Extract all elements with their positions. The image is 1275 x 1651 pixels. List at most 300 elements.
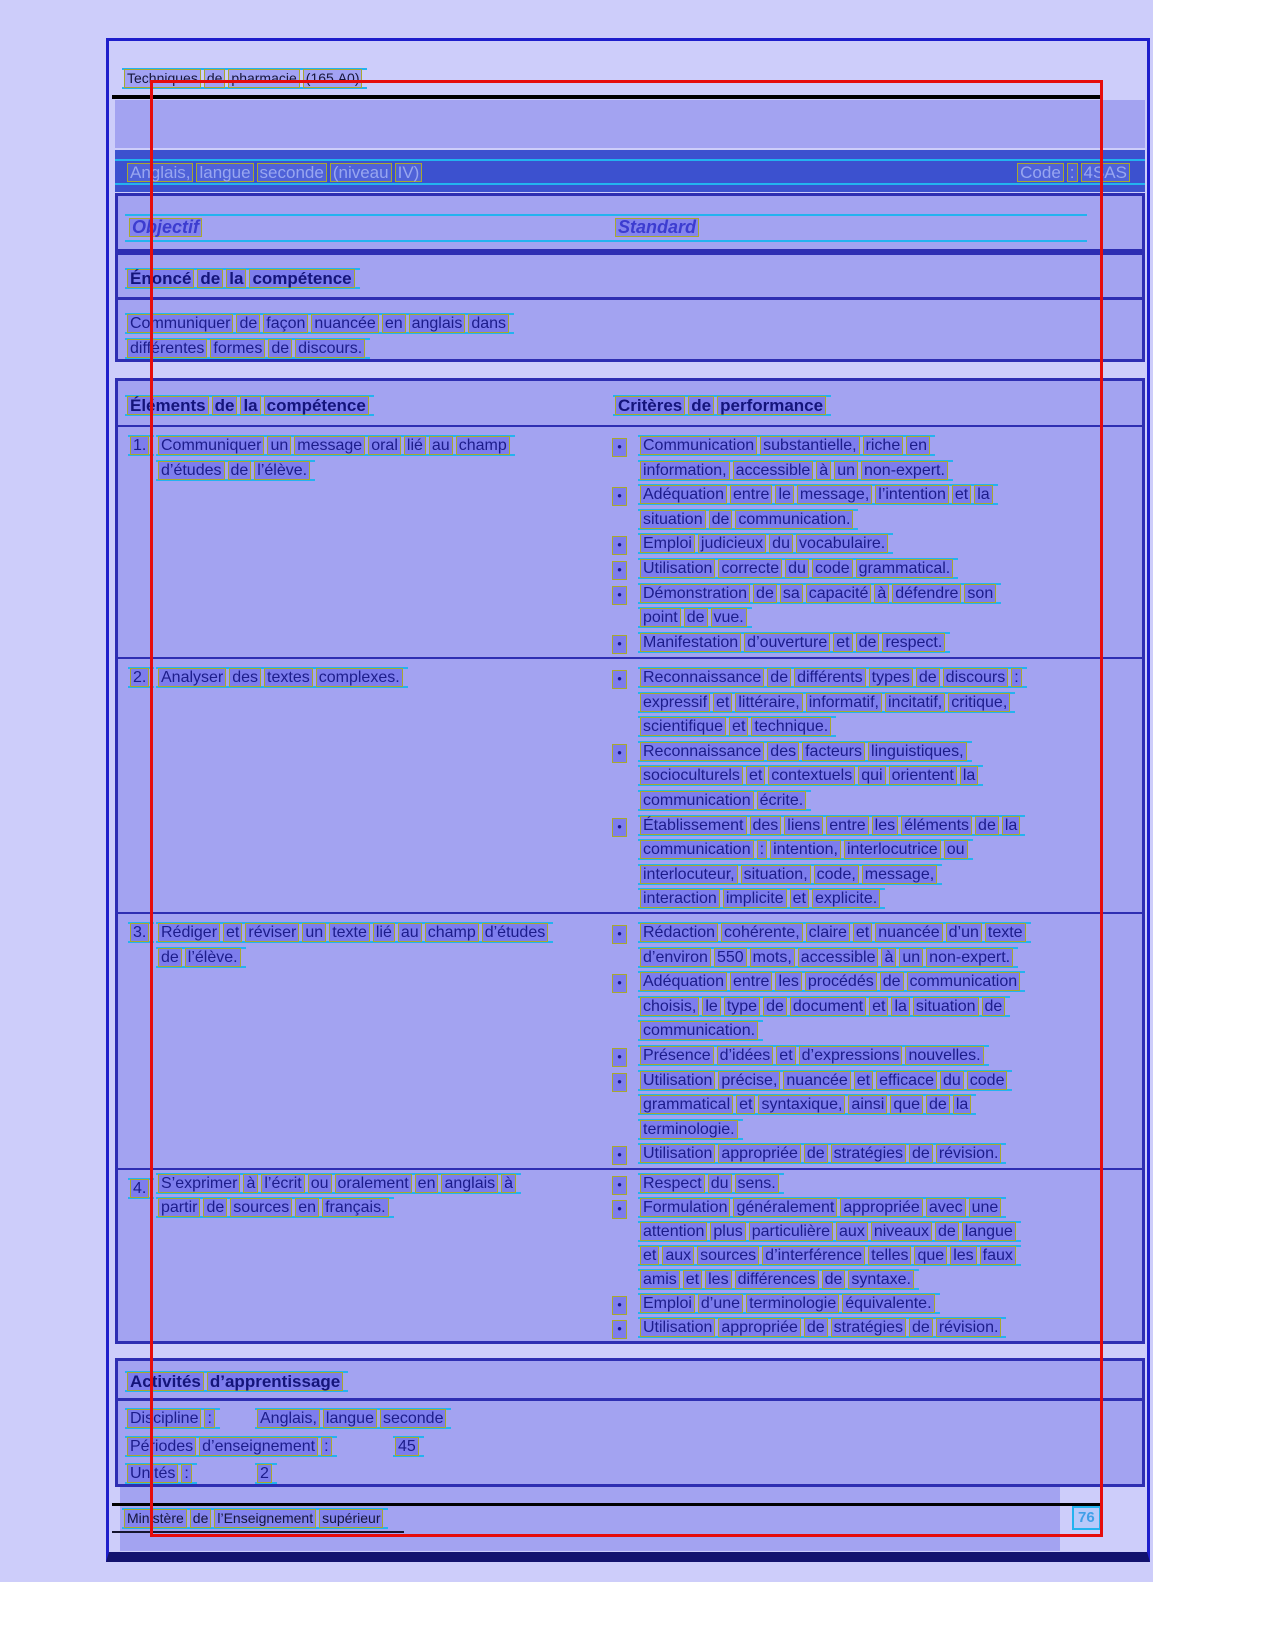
ocr-word: de (197, 269, 223, 288)
element-cell (118, 1170, 600, 1341)
ocr-word: Éléments (127, 396, 209, 415)
ocr-word: de (709, 510, 733, 529)
ocr-word: Périodes (127, 1437, 196, 1456)
ocr-word: Utilisation (640, 1318, 715, 1337)
ocr-word: Communiquer (158, 436, 264, 455)
ocr-text-line (638, 533, 1142, 554)
ocr-word: de (804, 1318, 828, 1337)
ocr-word: message, (862, 865, 937, 884)
ocr-word: Rédaction (640, 923, 718, 942)
ocr-word: d’ouverture (744, 633, 830, 652)
criteria-item (600, 558, 1142, 579)
criteria-cell (600, 659, 1142, 912)
ocr-word: Emploi (640, 1294, 695, 1313)
ocr-text-line (638, 667, 1142, 688)
ocr-word: supérieur (319, 1509, 383, 1528)
ocr-line-box (638, 1293, 940, 1314)
ocr-word: de (190, 1509, 212, 1528)
bullet-icon: • (612, 1320, 627, 1339)
ocr-word: la (240, 396, 260, 415)
ocr-word: Standard (615, 218, 699, 237)
ocr-text-line (638, 435, 1142, 456)
ocr-word: façon (263, 314, 308, 333)
ocr-word: d’une (698, 1294, 743, 1313)
ocr-word: de (935, 1222, 959, 1241)
ocr-word: les (705, 1270, 731, 1289)
ocr-word: situation (913, 997, 979, 1016)
ocr-text-line (125, 395, 374, 416)
ocr-word: Établissement (640, 816, 747, 835)
ocr-word: d’un (946, 923, 982, 942)
ocr-word: : (1067, 163, 1078, 182)
course-title (125, 162, 427, 183)
ocr-word: Analyser (158, 668, 226, 687)
ocr-line-box (125, 338, 370, 359)
ocr-word: de (975, 816, 999, 835)
ocr-line-box (122, 1508, 388, 1529)
ocr-word: à (874, 584, 889, 603)
ocr-text-line (122, 1508, 388, 1529)
ocr-line-box (638, 716, 836, 737)
course-title-bar (115, 150, 1145, 192)
ocr-text-line (638, 509, 1142, 530)
ocr-word: socioculturels (640, 766, 743, 785)
ocr-word: éléments (901, 816, 972, 835)
bullet-icon: • (612, 925, 627, 944)
ocr-word: document (790, 997, 866, 1016)
ocr-word: sens. (735, 1174, 779, 1193)
ocr-word: l’élève. (254, 461, 310, 480)
ocr-line-box (638, 1119, 743, 1140)
ocr-word: : (321, 1437, 331, 1456)
ocr-word: d’enseignement (199, 1437, 318, 1456)
ocr-word: de (268, 339, 292, 358)
ocr-text-line (125, 268, 1142, 289)
ocr-word: nuancée (783, 1071, 850, 1090)
ocr-word: : (181, 1464, 191, 1483)
bullet-icon: • (612, 1073, 627, 1092)
ocr-text-line (125, 338, 1142, 359)
ocr-word: dans (468, 314, 509, 333)
ocr-word: la (974, 485, 992, 504)
bullet-icon: • (612, 561, 627, 580)
ocr-word: information, (640, 461, 730, 480)
ocr-text-line (638, 1293, 1142, 1314)
ocr-line-box (638, 460, 953, 481)
ocr-line-box (638, 607, 752, 628)
ocr-text-line (638, 1197, 1142, 1218)
ocr-word: efficace (876, 1071, 937, 1090)
ocr-word: discours (943, 668, 1009, 687)
ocr-word: un (899, 948, 923, 967)
ocr-word: des (229, 668, 261, 687)
ocr-text-line (638, 484, 1142, 505)
ocr-line-box (638, 1070, 1012, 1091)
ocr-text-line (156, 947, 600, 968)
ocr-word: cohérente, (721, 923, 803, 942)
bullet-icon: • (612, 818, 627, 837)
ocr-word: de (880, 972, 904, 991)
ocr-text-line (638, 1317, 1142, 1338)
criteria-cell (600, 1170, 1142, 1341)
title-line (115, 159, 1145, 185)
ocr-word: d’études (158, 461, 225, 480)
ocr-word: Unités (127, 1464, 178, 1483)
ocr-word: seconde (380, 1409, 447, 1428)
ocr-word: terminologie (746, 1294, 839, 1313)
ocr-text-line (156, 460, 600, 481)
ocr-line-box (125, 268, 360, 289)
ocr-word: compétence (264, 396, 369, 415)
ocr-word: français. (322, 1198, 388, 1217)
ocr-word: et (869, 997, 888, 1016)
ocr-word: non-expert. (861, 461, 948, 480)
bullet-icon: • (612, 670, 627, 689)
ocr-text-line (156, 435, 600, 456)
ocr-word: appropriée (718, 1144, 801, 1163)
ocr-text-line (156, 667, 600, 688)
ocr-word: Ministère (124, 1509, 187, 1528)
ocr-word: défendre (892, 584, 961, 603)
ocr-word: du (769, 534, 793, 553)
ocr-word: la (953, 1095, 971, 1114)
ocr-line-box (638, 1269, 919, 1290)
ocr-word: de (856, 633, 880, 652)
criteria-item (600, 1045, 1142, 1066)
header-rule (112, 95, 1103, 99)
ocr-word: interlocuteur, (640, 865, 738, 884)
ocr-word: texte (985, 923, 1026, 942)
ocr-word: respect. (882, 633, 945, 652)
ocr-word: généralement (733, 1198, 837, 1217)
ocr-line-box (156, 922, 553, 943)
ocr-word: de (204, 69, 226, 88)
activity-field-row (118, 1463, 1142, 1491)
criteria-item (600, 484, 1142, 530)
ocr-word: syntaxe. (848, 1270, 914, 1289)
bullet-icon: • (612, 1200, 627, 1219)
ocr-word: compétence (249, 269, 354, 288)
ocr-word: appropriée (840, 1198, 923, 1217)
ocr-text-line (613, 395, 831, 416)
ocr-word: Activités (127, 1372, 204, 1391)
ocr-line-box (638, 533, 893, 554)
ocr-word: d’environ (640, 948, 711, 967)
bullet-icon: • (612, 487, 627, 506)
ocr-text-line (638, 971, 1142, 992)
ocr-line-box (638, 1197, 1006, 1218)
ocr-word: (165.A0) (303, 69, 363, 88)
bullet-icon: • (612, 635, 627, 654)
ocr-text-line (638, 607, 1142, 628)
ocr-word: Respect (640, 1174, 705, 1193)
ocr-word: langue (962, 1222, 1016, 1241)
ocr-word: et (833, 633, 852, 652)
ocr-text-line (638, 864, 1142, 885)
standard-label (613, 217, 704, 238)
ocr-word: Utilisation (640, 1071, 715, 1090)
ocr-word: communication (640, 840, 754, 859)
ocr-line-box (613, 395, 831, 416)
ocr-text-line (638, 1221, 1142, 1242)
page-number-badge (1072, 1506, 1101, 1530)
ocr-word: Adéquation (640, 485, 727, 504)
ocr-word: les (950, 1246, 976, 1265)
ocr-word: message, (797, 485, 872, 504)
ocr-word: un (834, 461, 858, 480)
ocr-word: : (757, 840, 767, 859)
ocr-word: en (906, 436, 930, 455)
objectif-label (127, 217, 207, 238)
ocr-word: telles (868, 1246, 911, 1265)
ocr-word: Objectif (129, 218, 202, 237)
ocr-word: niveaux (871, 1222, 932, 1241)
criteria-item (600, 741, 1142, 811)
ocr-word: S’exprimer (158, 1174, 240, 1193)
ocr-word: en (295, 1198, 319, 1217)
ocr-word: Utilisation (640, 1144, 715, 1163)
ocr-word: texte (329, 923, 370, 942)
ocr-word: le (702, 997, 720, 1016)
ocr-word: Démonstration (640, 584, 750, 603)
ocr-text-line (638, 1245, 1142, 1266)
bullet-icon: • (612, 586, 627, 605)
ocr-word: et (853, 923, 872, 942)
element-number (128, 435, 154, 456)
program-header (122, 68, 367, 93)
activities-header (118, 1361, 1142, 1401)
ocr-word: accessible (733, 461, 814, 480)
bullet-icon: • (612, 1048, 627, 1067)
activity-field-label (125, 1463, 197, 1484)
ocr-word: mots, (750, 948, 795, 967)
ocr-word: de (236, 314, 260, 333)
competence-row (118, 657, 1142, 912)
ocr-word: non-expert. (926, 948, 1013, 967)
ocr-word: différentes (127, 339, 207, 358)
ocr-word: procédés (805, 972, 877, 991)
ocr-word: langue (196, 163, 253, 182)
ocr-line-box (125, 313, 514, 334)
competence-row (118, 912, 1142, 1168)
ocr-word: révision. (936, 1318, 1002, 1337)
ocr-line-box (638, 558, 958, 579)
ocr-word: interaction (640, 889, 720, 908)
ocr-text-line (156, 1197, 600, 1218)
ocr-word: 3. (130, 923, 149, 942)
ocr-line-box (638, 484, 998, 505)
ocr-word: d’expressions (799, 1046, 903, 1065)
element-number (128, 1178, 154, 1199)
ocr-word: partir (158, 1198, 200, 1217)
competence-rows (118, 425, 1142, 1341)
ocr-line-box (638, 1221, 1021, 1242)
ocr-word: Utilisation (640, 559, 715, 578)
criteria-item (600, 1070, 1142, 1140)
ocr-word: de (909, 1144, 933, 1163)
ocr-line-box (638, 947, 1018, 968)
ocr-word: Emploi (640, 534, 695, 553)
activities-body (118, 1401, 1142, 1484)
criteria-item (600, 632, 1142, 653)
ocr-word: linguistiques, (868, 742, 967, 761)
ocr-word: Énoncé (127, 269, 194, 288)
activity-field-row (118, 1408, 1142, 1436)
ocr-word: Formulation (640, 1198, 730, 1217)
ocr-word: Présence (640, 1046, 714, 1065)
ocr-word: champ (456, 436, 510, 455)
bullet-icon: • (612, 1176, 627, 1195)
ocr-line-box (638, 583, 1001, 604)
competence-row (118, 1168, 1142, 1341)
element-cell (118, 659, 600, 912)
activity-field-label (125, 1408, 220, 1429)
element-cell (118, 427, 600, 657)
ocr-word: faux (980, 1246, 1016, 1265)
ocr-word: à (501, 1174, 516, 1193)
ocr-word: qui (858, 766, 885, 785)
ocr-word: nuancée (311, 314, 378, 333)
ocr-word: 45 (395, 1437, 419, 1456)
ocr-word: discours. (295, 339, 365, 358)
ocr-line-box (638, 971, 1025, 992)
ocr-word: avec (926, 1198, 966, 1217)
footer-ministry (122, 1508, 388, 1533)
bullet-icon: • (612, 974, 627, 993)
ocr-word: ou (944, 840, 968, 859)
enonce-header (118, 255, 1142, 300)
page-number: 76 (1078, 1509, 1095, 1526)
bullet-icon: • (612, 1146, 627, 1165)
ocr-word: sources (697, 1246, 759, 1265)
elements-header (125, 395, 374, 420)
ocr-word: 4. (130, 1179, 149, 1198)
ocr-word: en (382, 314, 406, 333)
ocr-word: entre (730, 972, 772, 991)
ocr-text-line (638, 1070, 1142, 1091)
ocr-line-box (638, 632, 950, 653)
ocr-word: substantielle, (760, 436, 859, 455)
ocr-word: et (952, 485, 971, 504)
enonce-body (118, 300, 1142, 359)
ocr-line-box (638, 1317, 1006, 1338)
ocr-word: révision. (936, 1144, 1002, 1163)
ocr-word: lié (373, 923, 395, 942)
ocr-word: au (429, 436, 453, 455)
ocr-word: et (683, 1270, 702, 1289)
ocr-word: code, (814, 865, 859, 884)
criteria-item (600, 1173, 1142, 1194)
ocr-word: champ (425, 923, 479, 942)
ocr-text-line (638, 1045, 1142, 1066)
ocr-word: vocabulaire. (796, 534, 888, 553)
ocr-line-box (638, 765, 983, 786)
course-code (1015, 162, 1135, 183)
ocr-word: de (916, 668, 940, 687)
ocr-word: plus (710, 1222, 745, 1241)
ocr-word: seconde (257, 163, 327, 182)
ocr-text-line (638, 632, 1142, 653)
ocr-word: oralement (335, 1174, 412, 1193)
ocr-word: à (816, 461, 831, 480)
ocr-word: un (267, 436, 291, 455)
ocr-word: Reconnaissance (640, 742, 764, 761)
ocr-text-line (638, 839, 1142, 860)
criteria-cell (600, 427, 1142, 657)
ocr-word: du (785, 559, 809, 578)
bullet-icon: • (612, 536, 627, 555)
ocr-word: écrite. (757, 791, 807, 810)
ocr-word: une (969, 1198, 1002, 1217)
bullet-icon: • (612, 438, 627, 457)
ocr-line-box (638, 996, 1010, 1017)
ocr-word: stratégies (831, 1318, 906, 1337)
ocr-word: performance (717, 396, 826, 415)
ocr-line-box (638, 667, 1027, 688)
ocr-text-line (125, 313, 1142, 334)
ocr-line-box (125, 395, 374, 416)
ocr-word: communication (640, 791, 754, 810)
ocr-word: les (872, 816, 898, 835)
criteria-item (600, 1143, 1142, 1164)
criteria-item (600, 583, 1142, 629)
ocr-word: équivalente. (842, 1294, 934, 1313)
ocr-word: appropriée (718, 1318, 801, 1337)
ocr-text-line (638, 716, 1142, 737)
ocr-word: scientifique (640, 717, 726, 736)
ocr-word: l’écrit (261, 1174, 304, 1193)
ocr-word: des (767, 742, 799, 761)
ocr-word: code (812, 559, 853, 578)
ocr-word: et (776, 1046, 795, 1065)
ocr-word: de (909, 1318, 933, 1337)
ocr-word: situation, (741, 865, 811, 884)
ocr-word: pharmacie (228, 69, 299, 88)
ocr-line-box (122, 68, 367, 89)
ocr-line-box (125, 1371, 348, 1392)
criteria-item (600, 1293, 1142, 1314)
ocr-word: nouvelles. (905, 1046, 983, 1065)
ocr-text-line (638, 1094, 1142, 1115)
ocr-word: complexes. (316, 668, 403, 687)
ocr-word: 2 (257, 1464, 272, 1483)
competence-table-header (118, 381, 1142, 425)
ocr-word: l’Enseignement (214, 1509, 316, 1528)
ocr-line-box (156, 667, 408, 688)
ocr-word: attention (640, 1222, 707, 1241)
criteria-item (600, 1197, 1142, 1290)
criteria-item (600, 971, 1142, 1041)
ocr-word: de (822, 1270, 846, 1289)
ocr-word: stratégies (831, 1144, 906, 1163)
criteria-item (600, 435, 1142, 481)
ocr-word: différences (735, 1270, 819, 1289)
ocr-word: textes (264, 668, 313, 687)
ocr-line-box (638, 1094, 976, 1115)
ocr-text-line (156, 1173, 600, 1194)
ocr-word: orientent (889, 766, 957, 785)
activity-field-value (255, 1463, 277, 1484)
ocr-word: aux (836, 1222, 868, 1241)
criteria-item (600, 922, 1142, 968)
ocr-text-line (638, 765, 1142, 786)
ocr-word: informatif, (806, 693, 882, 712)
ocr-text-line (638, 888, 1142, 909)
ocr-word: de (203, 1198, 227, 1217)
ocr-word: Reconnaissance (640, 668, 764, 687)
ocr-word: aux (662, 1246, 694, 1265)
ocr-word: l’élève. (185, 948, 241, 967)
